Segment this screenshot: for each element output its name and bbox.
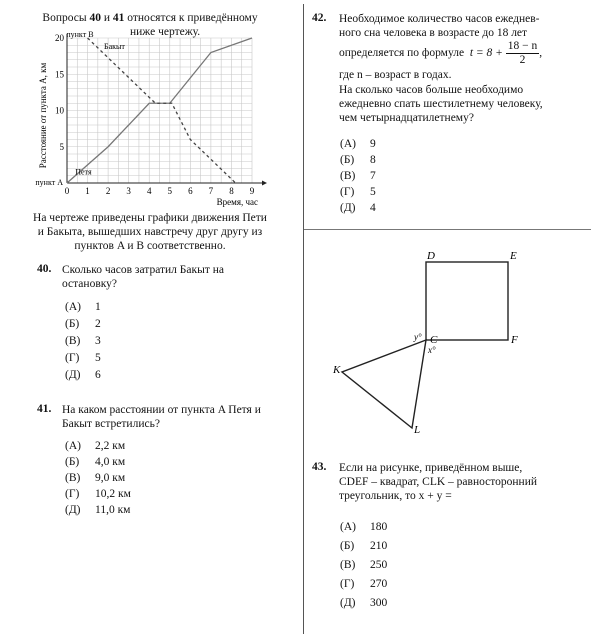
label-l: L <box>414 424 421 436</box>
q42-text: Необходимое количество часов ежеднев- ного сна человека в возрасте до 18 лет <box>339 13 540 39</box>
q41-option-1[interactable] <box>65 456 125 468</box>
option-value: 9 <box>370 138 376 150</box>
column-divider <box>303 4 304 634</box>
option-label: (А) <box>65 440 81 452</box>
q40-option-1[interactable] <box>65 318 101 330</box>
triangle-clk <box>342 340 426 428</box>
option-value: 5 <box>370 186 376 198</box>
q43-option-1[interactable] <box>340 540 387 552</box>
y-tick-label: 20 <box>55 33 64 43</box>
option-value: 180 <box>370 521 388 533</box>
q40-option-3[interactable] <box>65 352 101 364</box>
label-k: K <box>333 364 341 376</box>
option-value: 6 <box>95 369 101 381</box>
option-label: (Б) <box>65 456 80 468</box>
series-label-bakyt: Бакыт <box>104 41 125 51</box>
intro-text: Вопросы 40 и 41 относятся к приведённому <box>42 12 258 24</box>
option-value: 250 <box>370 559 388 571</box>
angle-x: x° <box>428 345 436 355</box>
point-b-label: пункт B <box>66 30 94 39</box>
x-tick-label: 5 <box>167 186 173 196</box>
option-label: (Г) <box>340 186 355 198</box>
q42-option-0[interactable] <box>340 138 376 150</box>
x-tick-label: 0 <box>64 186 70 196</box>
option-value: 11,0 км <box>95 504 131 516</box>
y-axis-label: Расстояние от пункта A, км <box>38 62 48 169</box>
label-e: E <box>510 250 517 262</box>
option-label: (Б) <box>340 154 355 166</box>
y-tick-label: 5 <box>59 141 64 152</box>
point-a-label: пункт A <box>35 178 63 187</box>
label-f: F <box>511 334 518 346</box>
q43-number: 43. <box>312 461 327 473</box>
q43-option-3[interactable] <box>340 578 387 590</box>
option-value: 210 <box>370 540 388 552</box>
x-tick-label: 7 <box>208 186 214 196</box>
label-c: C <box>430 334 438 346</box>
option-label: (Д) <box>65 369 81 381</box>
option-value: 1 <box>95 301 101 313</box>
q42-option-4[interactable] <box>340 202 376 214</box>
q42-question: На сколько часов больше необходимо ежедневно спать шестилетнему человеку, чем четырнадцатилетнему? <box>339 84 543 124</box>
q40-option-4[interactable] <box>65 369 101 381</box>
chart-caption: На чертеже приведены графики движения Пети и Бакыта, вышедших навстречу друг другу из пунктов A и B соответственно. <box>33 212 267 252</box>
q41-option-3[interactable] <box>65 488 131 500</box>
q42-formula: определяется по формуле t = 8 + $\frac{18 - n}{2}$ , <box>339 40 543 66</box>
q43-option-4[interactable] <box>340 597 387 609</box>
q41-option-4[interactable] <box>65 504 130 516</box>
y-tick-label: 10 <box>55 105 64 116</box>
x-axis-label: Время, час <box>216 197 258 207</box>
x-axis-arrow <box>262 181 267 186</box>
q42-option-2[interactable] <box>340 170 376 182</box>
q43-option-0[interactable] <box>340 521 387 533</box>
q40-option-2[interactable] <box>65 335 101 347</box>
option-value: 300 <box>370 597 388 609</box>
q42-option-1[interactable] <box>340 154 376 166</box>
option-value: 10,2 км <box>95 488 131 500</box>
option-value: 5 <box>95 352 101 364</box>
motion-chart <box>0 28 300 208</box>
y-tick-label: 15 <box>55 69 64 80</box>
option-value: 3 <box>95 335 101 347</box>
option-label: (В) <box>65 335 81 347</box>
square-cdef <box>426 262 508 340</box>
option-value: 2,2 км <box>95 440 126 452</box>
x-tick-label: 8 <box>229 186 234 196</box>
chart-labels <box>35 30 258 207</box>
x-tick-label: 4 <box>146 186 152 196</box>
option-label: (А) <box>340 521 356 533</box>
q40-option-0[interactable] <box>65 301 101 313</box>
q43-text: Если на рисунке, приведённом выше, CDEF – квадрат, CLK – равносторонний треугольник, то x + y = <box>339 462 538 502</box>
chart-grid <box>67 38 252 183</box>
angle-y: y° <box>414 332 422 342</box>
option-label: (Д) <box>65 504 81 516</box>
option-label: (Д) <box>340 597 356 609</box>
option-value: 4,0 км <box>95 456 126 468</box>
option-label: (В) <box>65 472 81 484</box>
option-label: (В) <box>340 170 356 182</box>
option-value: 270 <box>370 578 388 590</box>
option-label: (Д) <box>340 202 356 214</box>
label-d: D <box>427 250 435 262</box>
q40-text: Сколько часов затратил Бакыт на остановку? <box>62 264 224 290</box>
option-label: (А) <box>340 138 356 150</box>
x-tick-label: 1 <box>85 186 90 196</box>
q42-number: 42. <box>312 12 327 24</box>
q43-option-2[interactable] <box>340 559 387 571</box>
option-value: 2 <box>95 318 101 330</box>
option-label: (В) <box>340 559 356 571</box>
option-label: (А) <box>65 301 81 313</box>
q41-option-2[interactable] <box>65 472 125 484</box>
x-tick-label: 9 <box>249 186 255 196</box>
formula-denominator: 2 <box>519 54 526 66</box>
option-label: (Г) <box>65 352 80 364</box>
option-value: 8 <box>370 154 376 166</box>
section-divider <box>304 229 591 230</box>
option-label: (Б) <box>65 318 80 330</box>
x-tick-label: 6 <box>188 186 193 196</box>
x-tick-label: 3 <box>126 186 131 196</box>
intro-text-line2: ниже чертежу. <box>130 26 201 38</box>
option-value: 7 <box>370 170 376 182</box>
option-label: (Г) <box>65 488 80 500</box>
option-label: (Г) <box>340 578 355 590</box>
option-value: 4 <box>370 202 376 214</box>
formula-numerator: 18 − n <box>507 40 538 52</box>
geometry-figure <box>330 248 530 438</box>
series-label-petya: Петя <box>75 167 92 177</box>
q41-number: 41. <box>37 403 52 415</box>
q42-option-3[interactable] <box>340 186 376 198</box>
q41-text: На каком расстоянии от пункта A Петя и Бакыт встретились? <box>62 404 261 430</box>
q42-where: где n – возраст в годах. <box>339 69 452 81</box>
option-label: (Б) <box>340 540 355 552</box>
q41-option-0[interactable] <box>65 440 125 452</box>
option-value: 9,0 км <box>95 472 126 484</box>
chart-axes <box>67 34 267 186</box>
q40-number: 40. <box>37 263 52 275</box>
x-tick-label: 2 <box>105 186 111 196</box>
